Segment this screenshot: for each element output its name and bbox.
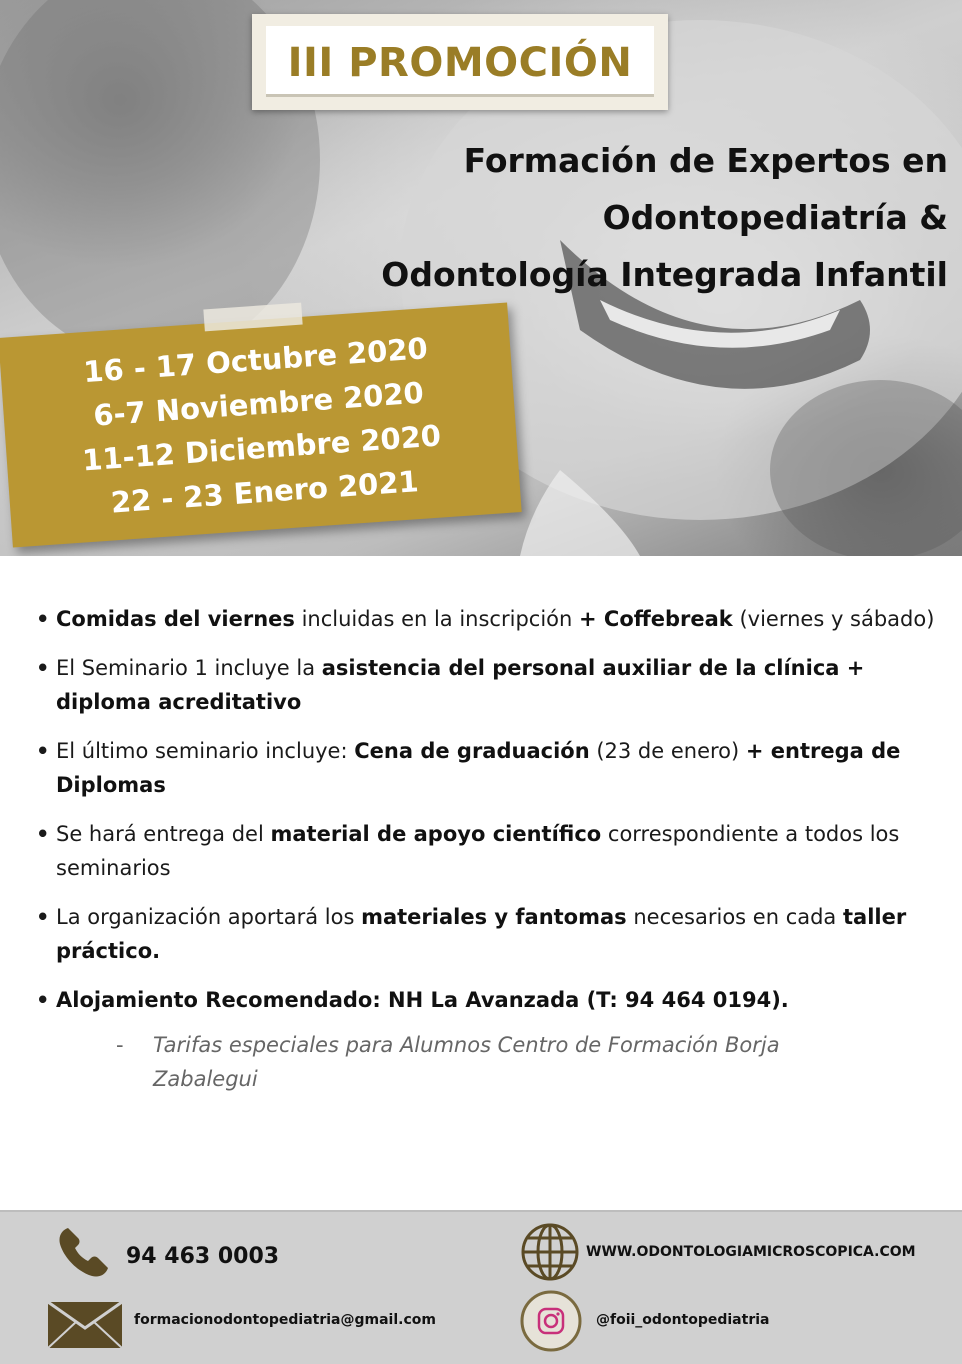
title-line-1: Formación de Expertos en [463,141,948,180]
website-link[interactable]: WWW.ODONTOLOGIAMICROSCOPICA.COM [586,1244,916,1260]
accommodation-note: - Tarifas especiales para Alumnos Centro de Formación Borja Zabalegui [116,1033,780,1091]
promo-label: III PROMOCIÓN [287,40,633,86]
course-title [381,132,948,303]
promo-box [252,14,668,110]
instagram-handle[interactable]: @foii_odontopediatria [596,1312,770,1328]
date-1: 16 - 17 Octubre 2020 [82,331,429,390]
phone-icon [56,1224,112,1280]
title-line-2: Odontopediatría & [602,198,948,237]
list-item: • Comidas del viernes incluidas en la inscripción + Coffebreak (viernes y sábado) [36,607,935,631]
list-item: • El Seminario 1 incluye la asistencia del personal auxiliar de la clínica + diploma acreditativo [36,656,865,714]
date-3: 11-12 Diciembre 2020 [81,418,443,478]
list-item: • Alojamiento Recomendado: NH La Avanzada (T: 94 464 0194). [36,988,789,1012]
date-2: 6-7 Noviembre 2020 [92,375,425,433]
date-4: 22 - 23 Enero 2021 [109,464,420,520]
phone-number[interactable]: 94 463 0003 [126,1244,280,1269]
contact-footer [0,1210,962,1364]
hero-banner [0,0,962,556]
globe-icon [520,1222,580,1282]
benefits-list [36,602,936,1096]
dates-card [0,302,522,547]
title-line-3: Odontología Integrada Infantil [381,255,948,294]
list-item: • Se hará entrega del material de apoyo científico correspondiente a todos los seminarios [36,822,900,880]
instagram-icon [520,1290,582,1352]
list-item: • El último seminario incluye: Cena de graduación (23 de enero) + entrega de Diplomas [36,739,901,797]
mail-icon [48,1302,122,1348]
list-item: • La organización aportará los materiales y fantomas necesarios en cada taller práctico. [36,905,907,963]
email-link[interactable]: formacionodontopediatria@gmail.com [134,1312,436,1328]
